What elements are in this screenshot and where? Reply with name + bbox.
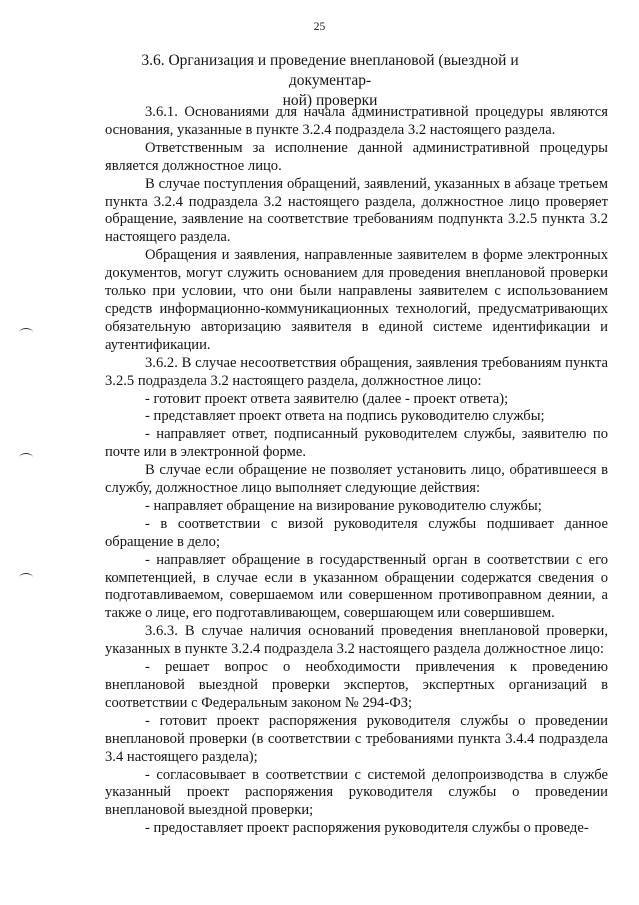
section-title-line: 3.6. Организация и проведение внеплановой (выездной и документар- [141, 52, 519, 89]
paragraph: 3.6.2. В случае несоответствия обращения, заявления требованиям пункта 3.2.5 подраздела 3.2 настоящего раздела, должностное лицо: [105, 354, 608, 389]
list-item: - представляет проект ответа на подпись руководителю службы; [145, 408, 545, 425]
paragraph: Обращения и заявления, направленные заявителем в форме электронных документов, могут служить основанием для проведения внеплановой проверки только при условии, что они были направлены заявителем с использованием средств информационно-коммуникационных технологий, предусматривающих обязательную авторизацию заявителя в единой системе идентификации и аутентификации. [105, 247, 608, 353]
list-item: - готовит проект распоряжения руководителя службы о проведении внеплановой проверки (в соответствии с требованиями пункта 3.4.4 подраздела 3.4 настоящего раздела); [105, 712, 608, 765]
page-number: 25 [313, 21, 326, 33]
binding-hole-mark [19, 573, 33, 582]
list-item: - направляет обращение в государственный орган в соответствии с его компетенцией, в случае если в указанном обращении содержатся сведения о подготавливаемом, совершаемом или совершенном противоправном деянии, а также о лице, его подготавливающем, совершающем или совершившем. [105, 551, 608, 622]
list-item: - готовит проект ответа заявителю (далее - проект ответа); [145, 390, 509, 407]
list-item: - направляет ответ, подписанный руководителем службы, заявителю по почте или в электронной форме. [105, 426, 608, 461]
section-title-line: ной) проверки [282, 92, 378, 109]
paragraph: 3.6.3. В случае наличия оснований проведения внеплановой проверки, указанных в пункте 3.2.4 подраздела 3.2 настоящего раздела должностное лицо: [105, 623, 608, 658]
section-title [120, 51, 540, 111]
list-item: - решает вопрос о необходимости привлечения к проведению внеплановой выездной проверки экспертов, экспертных организаций в соответствии с Федеральным законом № 294-ФЗ; [105, 659, 608, 711]
paragraph: В случае если обращение не позволяет установить лицо, обратившееся в службу, должностное лицо выполняет следующие действия: [105, 462, 608, 497]
binding-hole-mark [19, 328, 33, 337]
paragraph: В случае поступления обращений, заявлений, указанных в абзаце третьем пункта 3.2.4 подраздела 3.2 настоящего раздела, должностное лицо проверяет обращение, заявление на соответствие требованиям подпункта 3.2.5 пункта 3.2 настоящего раздела. [105, 175, 608, 246]
list-item: - предоставляет проект распоряжения руководителя службы о проведе- [145, 820, 589, 837]
list-item: - согласовывает в соответствии с системой делопроизводства в службе указанный проект распоряжения руководителя службы о проведении внеплановой выездной проверки; [105, 766, 608, 819]
binding-hole-mark [19, 453, 33, 462]
list-item: - направляет обращение на визирование руководителю службы; [145, 497, 542, 514]
document-body [105, 104, 608, 838]
list-item: - в соответствии с визой руководителя службы подшивает данное обращение в дело; [105, 515, 608, 550]
paragraph: 3.6.1. Основаниями для начала административной процедуры являются основания, указанные в пункте 3.2.4 подраздела 3.2 настоящего раздела. [105, 104, 608, 138]
paragraph: Ответственным за исполнение данной административной процедуры является должностное лицо. [105, 139, 608, 174]
